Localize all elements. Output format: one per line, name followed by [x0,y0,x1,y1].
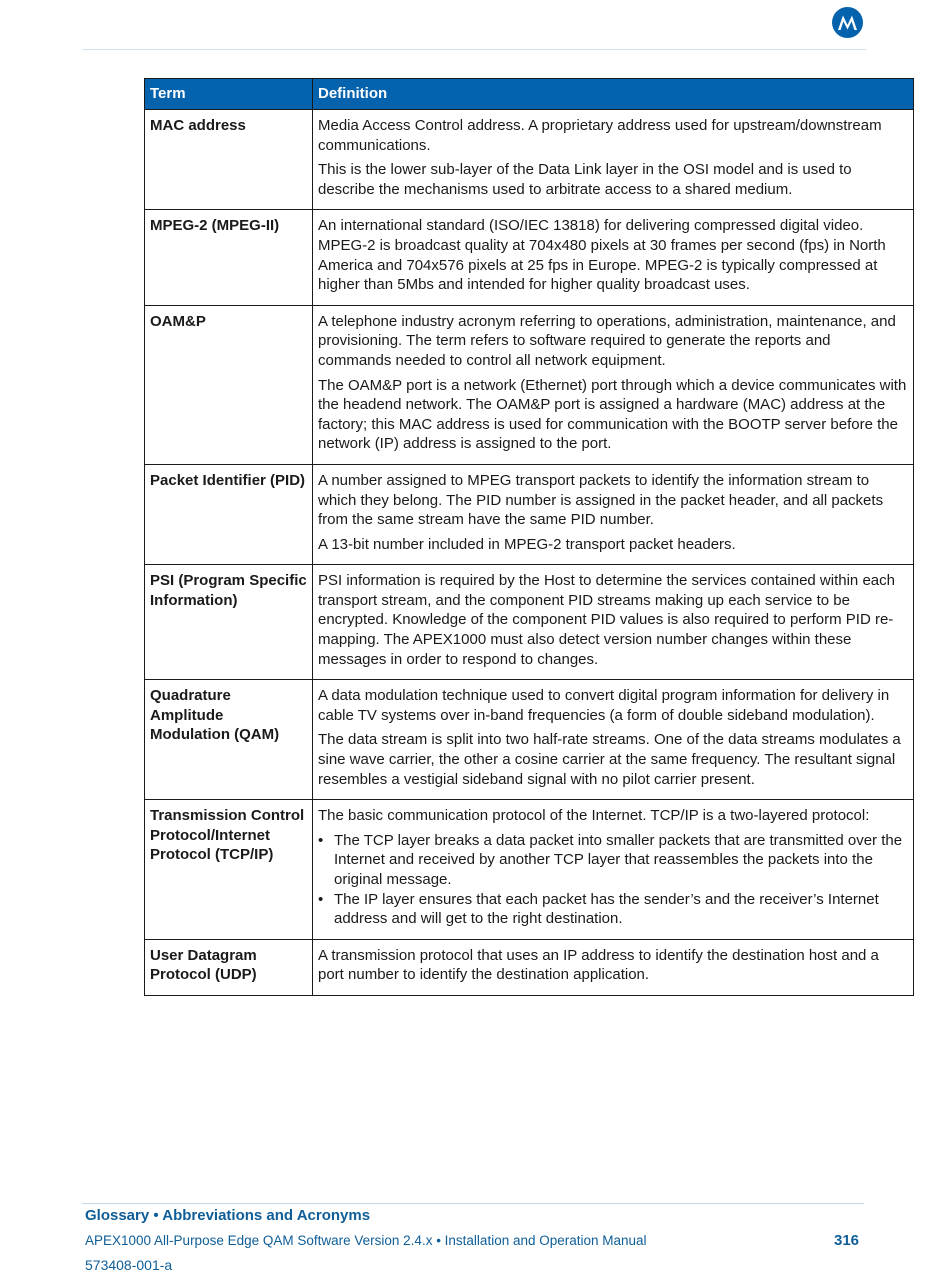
definition-paragraph: This is the lower sub-layer of the Data Link layer in the OSI model and is used to describe the mechanisms used to arbitrate access to a shared medium. [318,161,852,198]
table-header-row [145,79,914,110]
glossary-definition [313,939,914,995]
definition-paragraph: A 13-bit number included in MPEG-2 transport packet headers. [318,535,736,553]
definition-paragraph: An international standard (ISO/IEC 13818) for delivering compressed digital video. MPEG-2 is broadcast quality at 704x480 pixels at 30 frames per second (fps) in North America and 704x576 pixels at 25 fps in Europe. MPEG-2 is typically compressed at higher than 5Mbs and intended for higher quality broadcast uses. [318,217,886,294]
table-row [145,464,914,564]
glossary-term: MAC address [145,110,313,210]
glossary-definition [313,464,914,564]
glossary-term: Packet Identifier (PID) [145,464,313,564]
glossary-term: User Datagram Protocol (UDP) [145,939,313,995]
document-number: 573408-001-a [85,1257,173,1273]
glossary-definition [313,800,914,940]
definition-paragraph: A telephone industry acronym referring to operations, administration, maintenance, and provisioning. The term refers to software required to generate the reports and commands needed to control all network equipment. [318,312,896,369]
glossary-definition [313,110,914,210]
definition-paragraph: The data stream is split into two half-rate streams. One of the data streams modulates a sine wave carrier, the other a cosine carrier at the same frequency. The resultant signal resembles a vestigial sideband signal with no pilot carrier present. [318,731,901,788]
glossary-term: PSI (Program Specific Information) [145,565,313,680]
definition-paragraph: The OAM&P port is a network (Ethernet) port through which a device communicates with the headend network. The OAM&P port is assigned a hardware (MAC) address at the factory; this MAC address is used for communication with the BOOTP server before the network (IP) address is assigned to the port. [318,376,907,453]
definition-bullet-item: • The TCP layer breaks a data packet into smaller packets that are transmitted over the Internet and received by another TCP layer that reassembles the packets into the original message. [334,831,908,890]
definition-paragraph: The basic communication protocol of the Internet. TCP/IP is a two-layered protocol: [318,807,870,825]
footer-section-title: Glossary • Abbreviations and Acronyms [85,1207,371,1224]
footer-divider [82,1203,864,1204]
glossary-definition [313,565,914,680]
table-row [145,680,914,800]
glossary-term: MPEG-2 (MPEG-II) [145,210,313,305]
glossary-term: Quadrature Amplitude Modulation (QAM) [145,680,313,800]
table-row [145,210,914,305]
definition-paragraph: A number assigned to MPEG transport packets to identify the information stream to which they belong. The PID number is assigned in the packet header, and all packets from the same stream have the same PID number. [318,471,884,529]
glossary-term: Transmission Control Protocol/Internet Protocol (TCP/IP) [145,800,313,940]
definition-paragraph: PSI information is required by the Host to determine the services contained within each transport stream, and the component PID streams making up each service to be encrypted. Knowledge of the component PID values is also required to perform PID re-mapping. The APEX1000 must also detect version number changes within these messages in order to respond to changes. [318,572,895,668]
table-row [145,939,914,995]
page-number: 316 [834,1232,860,1249]
definition-bullet-item: • The IP layer ensures that each packet has the sender’s and the receiver’s Internet address and will get to the right destination. [334,890,908,929]
table-row [145,305,914,464]
table-row [145,565,914,680]
table-row [145,110,914,210]
table-row [145,800,914,940]
motorola-logo-icon [832,7,863,38]
glossary-definition [313,680,914,800]
column-header-term: Term [145,79,313,110]
glossary-term: OAM&P [145,305,313,464]
definition-paragraph: A data modulation technique used to convert digital program information for delivery in cable TV systems over in-band frequencies (a form of double sideband modulation). [318,687,890,724]
header-divider [82,49,866,50]
glossary-table [144,78,914,996]
glossary-definition [313,210,914,305]
glossary-definition [313,305,914,464]
definition-paragraph: Media Access Control address. A proprietary address used for upstream/downstream communications. [318,117,882,154]
footer-manual-title: APEX1000 All-Purpose Edge QAM Software Version 2.4.x • Installation and Operation Manual [85,1233,647,1248]
definition-paragraph: A transmission protocol that uses an IP address to identify the destination host and a port number to identify the destination application. [318,946,879,984]
column-header-definition: Definition [313,79,914,110]
definition-bullet-list [318,831,908,929]
